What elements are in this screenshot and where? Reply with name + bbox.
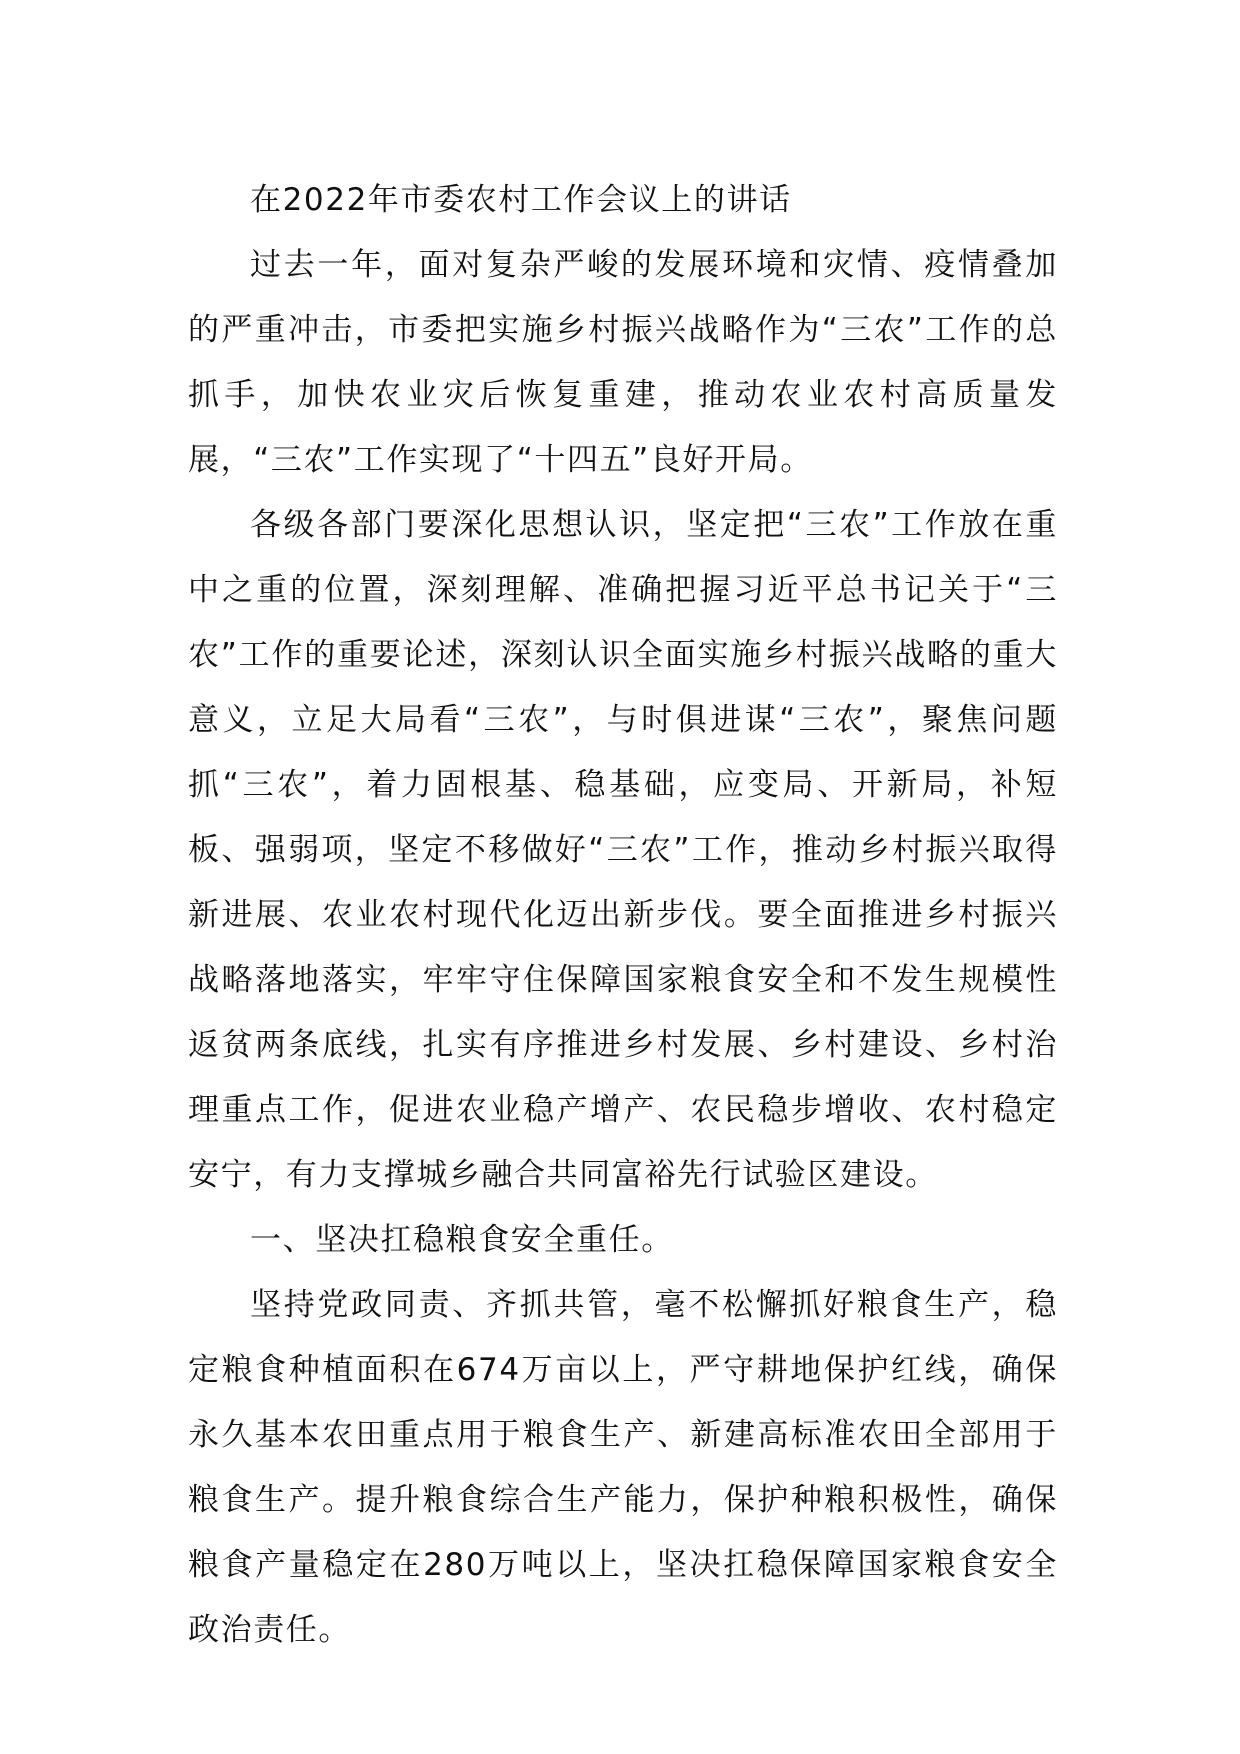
- paragraph-overview: 过去一年，面对复杂严峻的发展环境和灾情、疫情叠加的严重冲击，市委把实施乡村振兴战略作为“三农”工作的总抓手，加快农业灾后恢复重建，推动农业农村高质量发展，“三农”工作实现了“十四五”良好开局。: [188, 247, 1058, 478]
- paragraph-grain-security: 坚持党政同责、齐抓共管，毫不松懈抓好粮食生产，稳定粮食种植面积在674万亩以上，严守耕地保护红线，确保永久基本农田重点用于粮食生产、新建高标准农田全部用于粮食生产。提升粮食综合生产能力，保护种粮积极性，确保粮食产量稳定在280万吨以上，坚决扛稳保障国家粮食安全政治责任。: [188, 1287, 1058, 1648]
- document-title: 在2022年市委农村工作会议上的讲话: [250, 182, 792, 218]
- document-page: [188, 168, 1058, 1663]
- section-heading-grain-security: 一、坚决扛稳粮食安全重任。: [250, 1222, 674, 1258]
- paragraph-requirements: 各级各部门要深化思想认识，坚定把“三农”工作放在重中之重的位置，深刻理解、准确把握习近平总书记关于“三农”工作的重要论述，深刻认识全面实施乡村振兴战略的重大意义，立足大局看“三农”，与时俱进谋“三农”，聚焦问题抓“三农”，着力固根基、稳基础，应变局、开新局，补短板、强弱项，坚定不移做好“三农”工作，推动乡村振兴取得新进展、农业农村现代化迈出新步伐。要全面推进乡村振兴战略落地落实，牢牢守住保障国家粮食安全和不发生规模性返贫两条底线，扎实有序推进乡村发展、乡村建设、乡村治理重点工作，促进农业稳产增产、农民稳步增收、农村稳定安宁，有力支撑城乡融合共同富裕先行试验区建设。: [188, 507, 1058, 1193]
